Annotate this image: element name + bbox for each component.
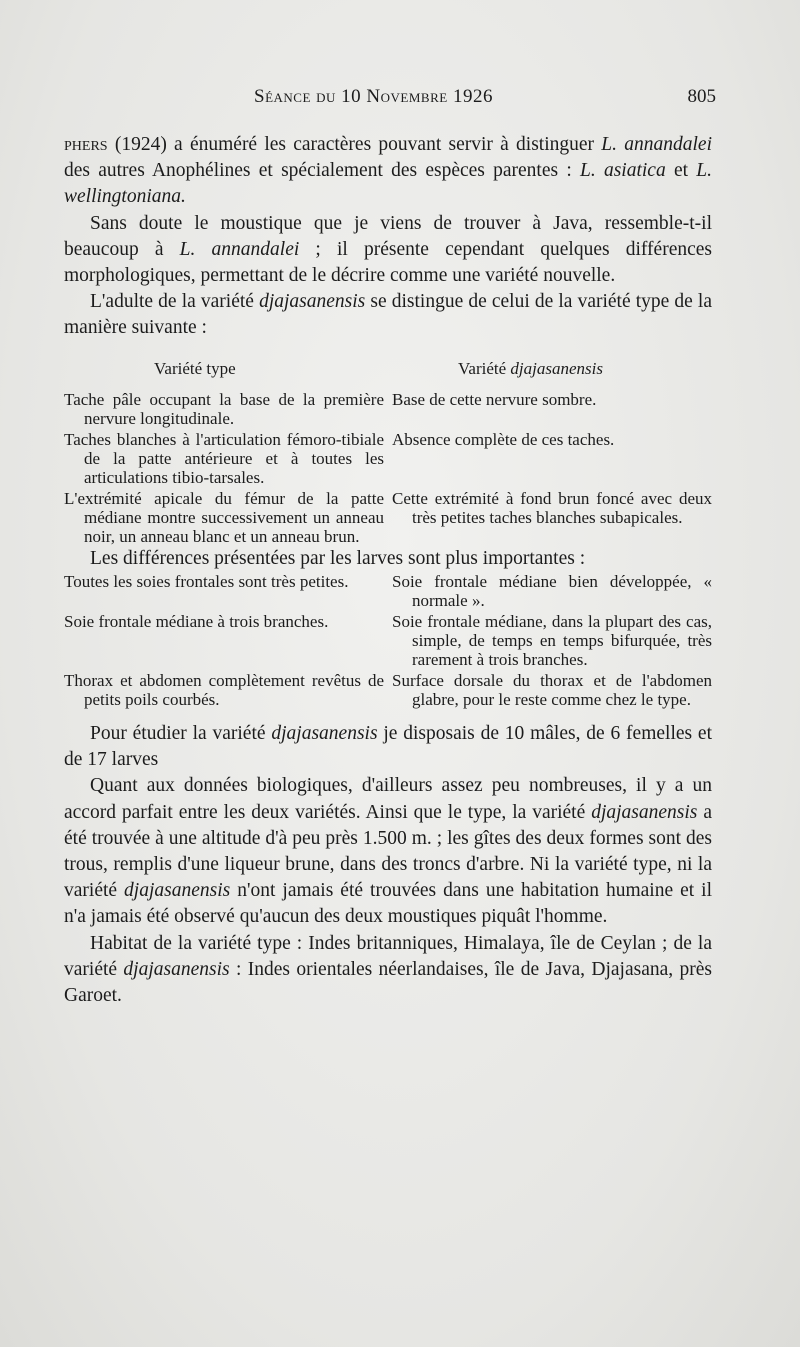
species-name: L. asiatica [580,160,666,182]
variety-name: djajasanensis [124,880,231,902]
page-body [64,132,712,1009]
paragraph-2 [64,211,712,290]
column-heading-djajasanensis [408,356,712,382]
adult-table-headings [64,356,712,382]
adult-row-1 [64,390,712,428]
text-span: (1924) a énuméré les caractères pouvant servir à distinguer [107,134,602,155]
larvae-row-3 [64,671,712,709]
text-span: Pour étudier la variété [90,723,272,745]
larvae-type-trait: Toutes les soies frontales sont très petites. [64,572,349,592]
larvae-variety-trait: Soie frontale médiane bien développée, « normale ». [392,572,712,611]
closing-paragraph-2 [64,773,712,930]
larvae-type-trait: Thorax et abdomen complètement revêtus de petits poils courbés. [64,671,384,710]
species-name: L. wellingtoniana. [64,160,713,208]
author-name: phers [64,134,108,155]
adult-type-trait: Tache pâle occupant la base de la première nervure longitudinale. [64,389,384,428]
text-span: se distingue de celui de la variété type de la manière suivante : [64,291,713,339]
adult-type-trait: Taches blanches à l'articulation fémoro-tibiale de la patte antérieure et à toutes les articulations tibio-tarsales. [64,429,384,487]
text-span: je disposais de 10 mâles, de 6 femelles et de 17 larves [64,723,712,771]
text-span: n'ont jamais été trouvées dans une habitation humaine et il n'a jamais été observé qu'aucun des deux moustiques piquât l'homme. [64,880,712,928]
text-span: ; il présente cependant quelques différences morphologiques, permettant de le décrire comme une variété nouvelle. [64,238,712,287]
adult-row-2 [64,430,712,487]
paragraph-1 [64,132,712,211]
variety-name: djajasanensis [259,291,366,313]
column-heading-type: Variété type [154,358,236,378]
adult-variety-trait: Cette extrémité à fond brun foncé avec deux très petites taches blanches subapicales. [392,488,712,527]
adult-variety-trait: Base de cette nervure sombre. [392,389,597,409]
text-span: a été trouvée à une altitude d'à peu près 1.500 m. ; les gîtes des deux formes sont des trous, remplis d'une liqueur brune, dans des troncs d'arbre. Ni la variété type, ni la variété [64,801,712,902]
running-head: Séance du 10 Novembre 1926 [254,86,493,107]
paragraph-3 [64,289,712,341]
text-span: Sans doute le moustique que je viens de trouver à Java, ressemble-t-il beaucoup à [64,212,712,260]
larvae-type-trait: Soie frontale médiane à trois branches. [64,612,329,632]
text-span: et [665,160,697,182]
larvae-row-2 [64,612,712,669]
larvae-intro: Les différences présentées par les larves sont plus importantes : [90,547,586,569]
variety-name: djajasanensis [123,958,230,980]
larvae-variety-trait: Soie frontale médiane, dans la plupart des cas, simple, de temps en temps bifurquée, très rarement à trois branches. [392,612,712,670]
variety-name: djajasanensis [271,723,378,745]
text-span: Quant aux données biologiques, d'ailleurs assez peu nombreuses, il y a un accord parfait entre les deux variétés. Ainsi que le type, la variété [64,775,712,823]
closing-paragraph-3 [64,931,712,1010]
text-span: des autres Anophélines et spécialement des espèces parentes : [64,160,580,182]
page-number: 805 [687,86,716,107]
closing-paragraph-1 [64,721,712,773]
text-span: Habitat de la variété type : Indes britanniques, Himalaya, île de Ceylan ; de la variété [64,932,712,980]
species-name: L. annandalei [601,134,712,155]
variety-name: djajasanensis [510,358,603,378]
text-span: L'adulte de la variété [90,291,260,313]
adult-row-3 [64,489,712,546]
species-name: L. annandalei [179,238,300,260]
text-span: : Indes orientales néerlandaises, île de Java, Djajasana, près Garoet. [64,958,712,1007]
text-span: Variété [458,358,511,378]
adult-type-trait: L'extrémité apicale du fémur de la patte médiane montre successivement un anneau noir, un anneau blanc et un anneau brun. [64,488,384,546]
page-header [74,86,716,116]
larvae-variety-trait: Surface dorsale du thorax et de l'abdomen glabre, pour le reste comme chez le type. [392,671,712,710]
larvae-row-1 [64,572,712,610]
variety-name: djajasanensis [591,801,698,823]
adult-variety-trait: Absence complète de ces taches. [392,429,615,449]
